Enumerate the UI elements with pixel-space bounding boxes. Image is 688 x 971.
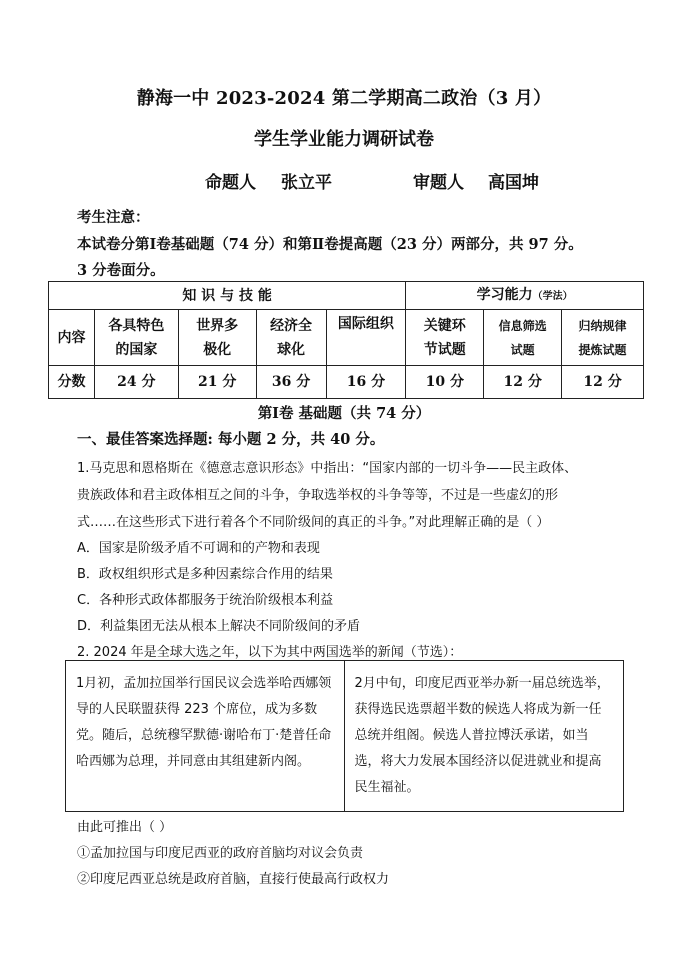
col-2-content: 世界多 极化 [178,310,256,366]
exam-subtitle: 学生学业能力调研试卷 [254,129,434,150]
q2-news-box [65,660,624,812]
col-1-score: 24 分 [94,366,178,399]
section-title: 第Ⅰ卷 基础题（共 74 分） [257,405,431,422]
part-one-heading: 一、最佳答案选择题: 每小题 2 分，共 40 分。 [77,431,385,448]
author-label: 命题人 [205,173,256,193]
col-5-score: 10 分 [406,366,484,399]
q2-stem: 2. 2024 年是全球大选之年，以下为其中两国选举的新闻（节选）： [77,645,463,660]
col-6-content: 信息筛选 试题 [484,310,562,366]
reviewer-label: 审题人 [413,173,464,193]
reviewer-name: 高国坤 [488,173,539,193]
q1-line-3: 式……在这些形式下进行着各个不同阶级间的真正的斗争。”对此理解正确的是（ ） [77,515,550,530]
q2-item-2: ②印度尼西亚总统是政府首脑，直接行使最高行政权力 [77,872,390,887]
news-bangladesh: 1月初，孟加拉国举行国民议会选举哈西娜领导的人民联盟获得 223 个席位，成为多数党。随后，总统穆罕默德·谢哈布丁·楚普任命哈西娜为总理，并同意由其组建新内阁。 [66,661,345,811]
score-row-label: 分数 [49,366,95,399]
exam-title: 静海一中 2023-2024 第二学期高二政治（3 月） [136,88,552,109]
col-4-content: 国际组织 [326,310,406,366]
col-7-content: 归纳规律 提炼试题 [562,310,644,366]
news-indonesia: 2月中旬，印度尼西亚举办新一届总统选举，获得选民选票超半数的候选人将成为新一任总统并组阁。候选人普拉博沃承诺，如当选，将大力发展本国经济以促进就业和提高民生福祉。 [354,676,610,795]
q1-option-d: D．利益集团无法从根本上解决不同阶级间的矛盾 [77,619,361,634]
ability-group-header: 学习能力（学法） [406,282,644,310]
col-4-score: 16 分 [326,366,406,399]
knowledge-group-header: 知 识 与 技 能 [49,282,406,310]
notice-line-2: 3 分卷面分。 [77,262,165,279]
col-3-score: 36 分 [256,366,326,399]
col-1-content: 各具特色 的国家 [94,310,178,366]
q2-item-1: ①孟加拉国与印度尼西亚的政府首脑均对议会负责 [77,846,364,861]
q1-option-a: A．国家是阶级矛盾不可调和的产物和表现 [77,541,320,556]
col-7-score: 12 分 [562,366,644,399]
col-6-score: 12 分 [484,366,562,399]
notice-heading: 考生注意： [77,209,150,226]
q2-prompt: 由此可推出（ ） [77,820,173,835]
q1-option-c: C．各种形式政体都服务于统治阶级根本利益 [77,593,334,608]
q1-line-1: 1.马克思和恩格斯在《德意志意识形态》中指出：“国家内部的一切斗争——民主政体、 [77,461,578,476]
q1-line-2: 贵族政体和君主政体相互之间的斗争，争取选举权的斗争等等，不过是一些虚幻的形 [77,488,559,503]
col-2-score: 21 分 [178,366,256,399]
q1-option-b: B．政权组织形式是多种因素综合作用的结果 [77,567,333,582]
author-name: 张立平 [281,173,332,193]
ability-group-note: （学法） [532,290,573,302]
col-3-content: 经济全 球化 [256,310,326,366]
content-row-label: 内容 [49,310,95,366]
score-distribution-table [48,281,644,399]
notice-line-1: 本试卷分第Ⅰ卷基础题（74 分）和第Ⅱ卷提高题（23 分）两部分，共 97 分。 [77,236,583,253]
col-5-content: 关键环 节试题 [406,310,484,366]
